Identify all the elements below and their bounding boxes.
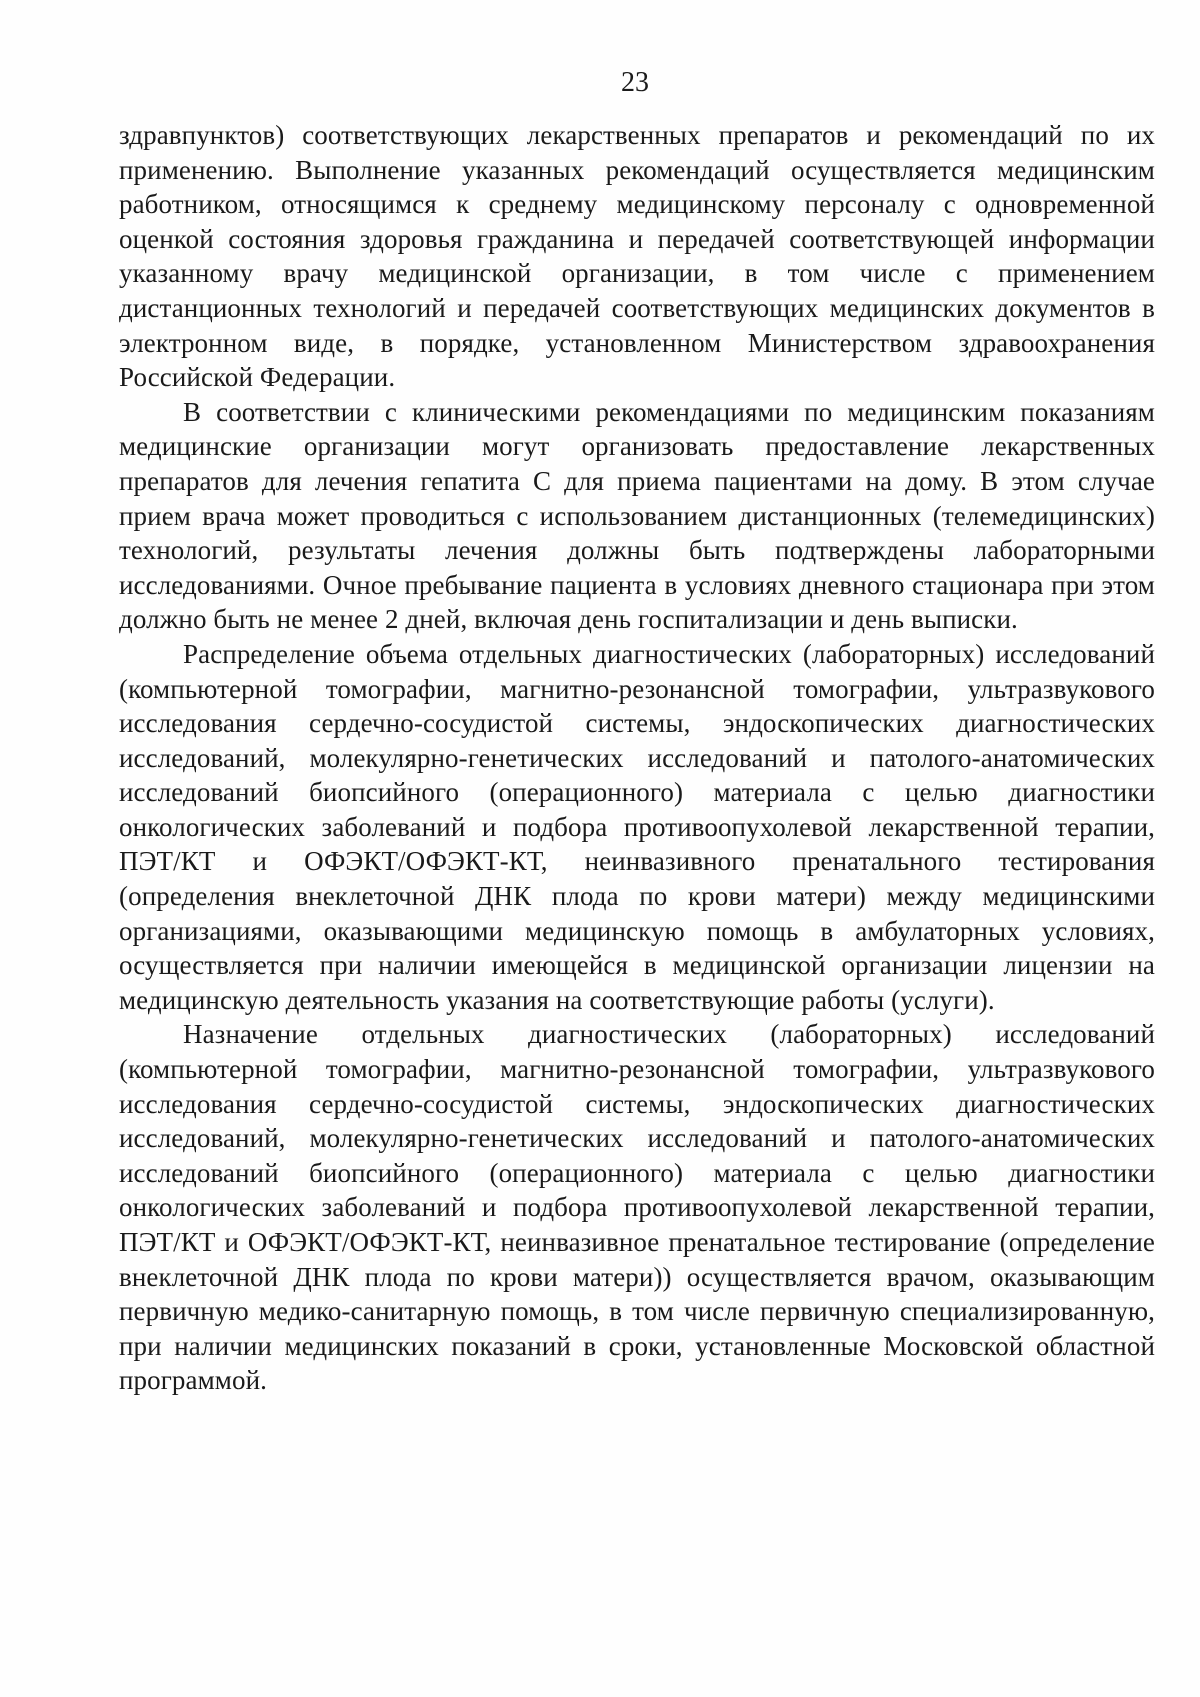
paragraph-2: В соответствии с клиническими рекомендациями по медицинским показаниям медицинские организации могут организовать предоставление лекарственных препаратов для лечения гепатита С для приема пациентами на дому. В этом случае прием врача может проводиться с использованием дистанционных (телемедицинских) технологий, результаты лечения должны быть подтверждены лабораторными исследованиями. Очное пребывание пациента в условиях дневного стационара при этом должно быть не менее 2 дней, включая день госпитализации и день выписки. bbox=[119, 396, 1155, 635]
paragraph-4: Назначение отдельных диагностических (лабораторных) исследований (компьютерной томографии, магнитно-резонансной томографии, ультразвукового исследования сердечно-сосудистой системы, эндоскопических диагностических исследований, молекулярно-генетических исследований и патолого-анатомических исследований биопсийного (операционного) материала с целью диагностики онкологических заболеваний и подбора противоопухолевой лекарственной терапии, ПЭТ/КТ и ОФЭКТ/ОФЭКТ-КТ, неинвазивное пренатальное тестирование (определение внеклеточной ДНК плода по крови матери)) осуществляется врачом, оказывающим первичную медико-санитарную помощь, в том числе первичную специализированную, при наличии медицинских показаний в сроки, установленные Московской областной программой. bbox=[119, 1019, 1155, 1396]
paragraph-1: здравпунктов) соответствующих лекарственных препаратов и рекомендаций по их применению. Выполнение указанных рекомендаций осуществляется медицинским работником, относящимся к среднему медицинскому персоналу с одновременной оценкой состояния здоровья гражданина и передачей соответствующей информации указанному врачу медицинской организации, в том числе с применением дистанционных технологий и передачей соответствующих медицинских документов в электронном виде, в порядке, установленном Министерством здравоохранения Российской Федерации. bbox=[119, 120, 1155, 393]
page-number: 23 bbox=[621, 67, 649, 98]
document-body bbox=[119, 118, 1155, 1398]
paragraph-3: Распределение объема отдельных диагностических (лабораторных) исследований (компьютерной томографии, магнитно-резонансной томографии, ультразвукового исследования сердечно-сосудистой системы, эндоскопических диагностических исследований, молекулярно-генетических исследований и патолого-анатомических исследований биопсийного (операционного) материала с целью диагностики онкологических заболеваний и подбора противоопухолевой лекарственной терапии, ПЭТ/КТ и ОФЭКТ/ОФЭКТ-КТ, неинвазивного пренатального тестирования (определения внеклеточной ДНК плода по крови матери) между медицинскими организациями, оказывающими медицинскую помощь в амбулаторных условиях, осуществляется при наличии имеющейся в медицинской организации лицензии на медицинскую деятельность указания на соответствующие работы (услуги). bbox=[119, 638, 1155, 1015]
